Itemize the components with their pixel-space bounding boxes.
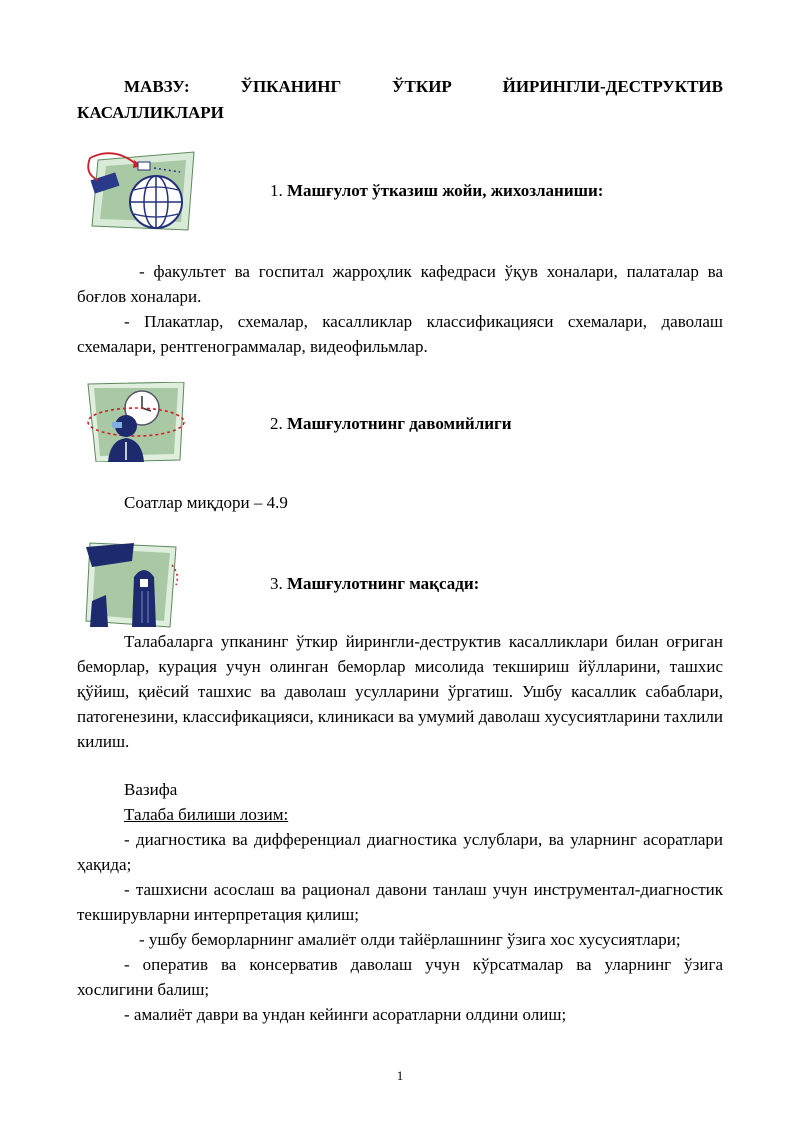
page-title (77, 74, 723, 126)
section-3-heading (270, 573, 479, 595)
section-1-body (77, 259, 723, 359)
section-2-body (77, 490, 723, 515)
task-item: - ташхисни асослаш ва рационал давони танлаш учун инструментал-диагностик текширувларни интерпретация қилиш; (77, 880, 723, 924)
section-3-title: Машғулотнинг мақсади: (287, 574, 480, 593)
section-2-title: Машғулотнинг давомийлиги (287, 414, 512, 433)
section-2-heading (270, 413, 512, 435)
task-item: - амалиёт даври ва ундан кейинги асоратларни олдини олиш; (124, 1005, 567, 1024)
task-item: - оператив ва консерватив даволаш учун кўрсатмалар ва уларнинг ўзига хослигини балиш; (77, 955, 723, 999)
section-2-number: 2. (270, 414, 283, 433)
section-1-item: - Плакатлар, схемалар, касалликлар классификацияси схемалари, даволаш схемалари, рентгенограммалар, видеофильмлар. (77, 312, 723, 356)
clock-person-icon (84, 382, 189, 462)
section-3-text: Талабаларга упканинг ўткир йирингли-деструктив касалликлари билан оғриган беморлар, курация учун олинган беморлар мисолида текшириш йўлларини, ташхис қўйиш, қиёсий ташхис ва даволаш усулларини ўргатиш. Ушбу касаллик сабаблари, патогенезини, классификацияси, клиникаси ва умумий даволаш хусусиятларини тахлили килиш. (77, 632, 723, 751)
section-1-number: 1. (270, 181, 283, 200)
globe-mail-icon (84, 150, 199, 232)
section-1-item: - факультет ва госпитал жарроҳлик кафедраси ўқув хоналари, палаталар ва боғлов хоналари. (77, 262, 723, 306)
section-2-text: Соатлар миқдори – 4.9 (124, 493, 288, 512)
task-item: - ушбу беморларнинг амалиёт олди тайёрлашнинг ўзига хос хусусиятлари; (139, 930, 681, 949)
task-label: Вазифа (124, 780, 178, 799)
title-line-1: МАВЗУ: ЎПКАНИНГ ЎТКИР ЙИРИНГЛИ-ДЕСТРУКТИВ (124, 77, 723, 96)
section-1-heading (270, 180, 603, 202)
page-number: 1 (396, 1068, 404, 1083)
task-block (77, 777, 723, 1027)
task-subheading: Талаба билиши лозим: (124, 805, 289, 824)
tower-icon (84, 541, 189, 629)
title-line-2: КАСАЛЛИКЛАРИ (77, 103, 224, 122)
section-3-body (77, 629, 723, 754)
section-3-number: 3. (270, 574, 283, 593)
section-1-title: Машғулот ўтказиш жойи, жихозланиши: (287, 181, 604, 200)
task-item: - диагностика ва дифференциал диагностика услублари, ва уларнинг асоратлари ҳақида; (77, 830, 723, 874)
